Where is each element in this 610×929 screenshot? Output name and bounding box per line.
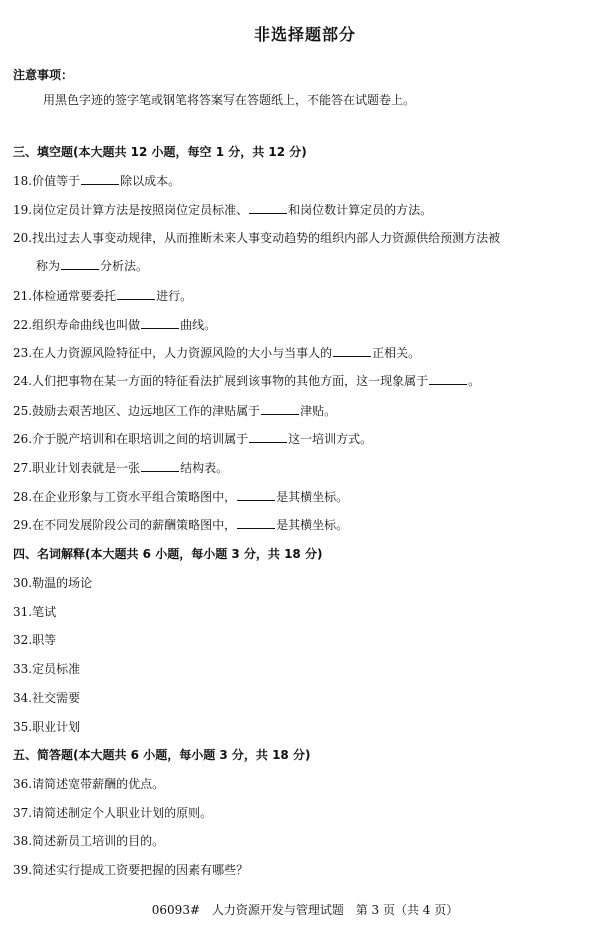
question-21	[13, 287, 192, 304]
question-20-line-2	[36, 257, 148, 274]
question-text: 津贴。	[300, 404, 337, 418]
exam-code: 06093#	[151, 903, 201, 917]
question-text: 28.在企业形象与工资水平组合策略图中，	[13, 490, 237, 504]
question-text: 除以成本。	[120, 174, 181, 188]
section-4-heading: 四、名词解释(本大题共 6 小题，每小题 3 分，共 18 分)	[13, 547, 323, 561]
question-28	[13, 488, 348, 505]
answer-blank	[117, 289, 155, 300]
notice-heading: 注意事项：	[13, 68, 74, 82]
question-33: 33.定员标准	[13, 662, 81, 676]
question-text: 29.在不同发展阶段公司的薪酬策略图中，	[13, 518, 237, 532]
question-25	[13, 402, 336, 419]
question-23	[13, 344, 420, 361]
answer-blank	[61, 259, 99, 270]
page-number: 第 3 页（共 4 页）	[355, 903, 459, 917]
question-text: 18.价值等于	[13, 174, 81, 188]
question-32: 32.职等	[13, 633, 57, 647]
page-footer	[0, 901, 610, 918]
answer-blank	[141, 461, 179, 472]
notice-text: 用黑色字迹的签字笔或钢笔将答案写在答题纸上，不能答在试题卷上。	[43, 93, 416, 107]
question-text: 和岗位数计算定员的方法。	[288, 203, 433, 217]
question-text: 是其横坐标。	[276, 490, 349, 504]
answer-blank	[261, 404, 299, 415]
question-37: 37.请简述制定个人职业计划的原则。	[13, 806, 213, 820]
question-text: 19.岗位定员计算方法是按照岗位定员标准、	[13, 203, 249, 217]
question-text: 。	[468, 374, 481, 388]
question-text: 是其横坐标。	[276, 518, 349, 532]
question-34: 34.社交需要	[13, 691, 81, 705]
section-5-heading: 五、简答题(本大题共 6 小题，每小题 3 分，共 18 分)	[13, 748, 311, 762]
question-text: 正相关。	[372, 346, 421, 360]
question-31: 31.笔试	[13, 605, 57, 619]
answer-blank	[429, 374, 467, 385]
question-24	[13, 372, 480, 389]
answer-blank	[333, 346, 371, 357]
answer-blank	[237, 518, 275, 529]
question-text: 26.介于脱产培训和在职培训之间的培训属于	[13, 432, 249, 446]
question-19	[13, 201, 432, 218]
answer-blank	[141, 318, 179, 329]
question-text: 25.鼓励去艰苦地区、边远地区工作的津贴属于	[13, 404, 261, 418]
question-35: 35.职业计划	[13, 720, 81, 734]
question-38: 38.简述新员工培训的目的。	[13, 834, 165, 848]
question-text: 23.在人力资源风险特征中，人力资源风险的大小与当事人的	[13, 346, 333, 360]
question-text: 结构表。	[180, 461, 229, 475]
question-22	[13, 316, 216, 333]
section-3-heading: 三、填空题(本大题共 12 小题，每空 1 分，共 12 分)	[13, 145, 307, 159]
question-text: 这一培训方式。	[288, 432, 373, 446]
question-18	[13, 172, 180, 189]
question-text: 曲线。	[180, 318, 217, 332]
page-title: 非选择题部分	[253, 25, 356, 44]
answer-blank	[249, 432, 287, 443]
question-text: 22.组织寿命曲线也叫做	[13, 318, 141, 332]
question-29	[13, 516, 348, 533]
question-20-line-1: 20.找出过去人事变动规律，从而推断未来人事变动趋势的组织内部人力资源供给预测方法被	[13, 231, 501, 245]
question-36: 36.请简述宽带薪酬的优点。	[13, 777, 165, 791]
question-text: 分析法。	[100, 259, 149, 273]
answer-blank	[81, 174, 119, 185]
answer-blank	[237, 490, 275, 501]
exam-subject: 人力资源开发与管理试题	[211, 903, 344, 917]
question-text: 21.体检通常要委托	[13, 289, 117, 303]
question-27	[13, 459, 228, 476]
answer-blank	[249, 203, 287, 214]
question-39: 39.简述实行提成工资要把握的因素有哪些？	[13, 863, 249, 877]
question-30: 30.勒温的场论	[13, 576, 93, 590]
question-26	[13, 430, 372, 447]
question-text: 进行。	[156, 289, 193, 303]
question-text: 24.人们把事物在某一方面的特征看法扩展到该事物的其他方面，这一现象属于	[13, 374, 429, 388]
question-text: 27.职业计划表就是一张	[13, 461, 141, 475]
question-text: 称为	[36, 259, 61, 273]
